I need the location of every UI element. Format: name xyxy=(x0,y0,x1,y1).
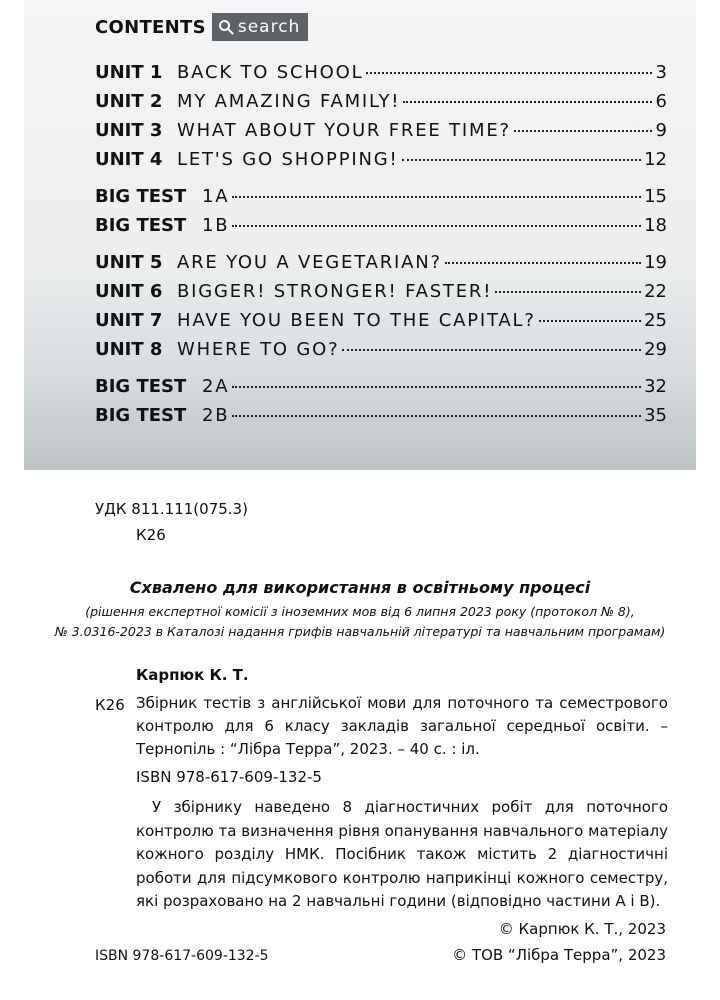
toc-entry[interactable] xyxy=(95,310,667,339)
library-code-repeat: К26 xyxy=(95,696,125,714)
toc-entry-label: BIG TEST xyxy=(95,405,187,426)
toc-leader-dots xyxy=(232,225,641,227)
toc-entry[interactable] xyxy=(95,91,667,120)
toc-entry[interactable] xyxy=(95,405,667,434)
toc-entry-page: 9 xyxy=(655,120,667,141)
toc-entry[interactable] xyxy=(95,186,667,215)
contents-title: CONTENTS xyxy=(95,16,206,38)
toc-leader-dots xyxy=(445,262,641,264)
toc-entry-title: 2B xyxy=(202,405,230,426)
toc-entry-title: LET'S GO SHOPPING! xyxy=(177,149,399,170)
search-icon xyxy=(218,19,234,35)
udk-code: УДК 811.111(075.3) xyxy=(95,500,248,518)
toc-entry[interactable] xyxy=(95,252,667,281)
toc-entry-label: UNIT 5 xyxy=(95,252,163,273)
toc-leader-dots xyxy=(342,349,641,351)
toc-entry-page: 6 xyxy=(655,91,667,112)
toc-entry-label: UNIT 7 xyxy=(95,310,163,331)
toc-entry-page: 29 xyxy=(644,339,667,360)
toc-entry-label: BIG TEST xyxy=(95,186,187,207)
toc-entry-page: 35 xyxy=(644,405,667,426)
toc-entry-page: 32 xyxy=(644,376,667,397)
library-code: К26 xyxy=(136,526,166,544)
toc-entry[interactable] xyxy=(95,149,667,178)
toc-entry-label: BIG TEST xyxy=(95,215,187,236)
toc-entry-page: 19 xyxy=(644,252,667,273)
toc-leader-dots xyxy=(403,101,652,103)
toc-entry-title: BIGGER! STRONGER! FASTER! xyxy=(177,281,493,302)
toc-entry-title: 1A xyxy=(202,186,230,207)
approval-decision-line2: № 3.0316-2023 в Каталозі надання грифів навчальній літературі та навчальним програмам) xyxy=(54,624,666,639)
toc-leader-dots xyxy=(232,415,641,417)
toc-entry-label: BIG TEST xyxy=(95,376,187,397)
toc-entry-label: UNIT 2 xyxy=(95,91,163,112)
toc-entry-page: 12 xyxy=(644,149,667,170)
isbn-bottom: ISBN 978-617-609-132-5 xyxy=(95,948,269,964)
toc-entry-label: UNIT 6 xyxy=(95,281,163,302)
toc-entry-title: 1B xyxy=(202,215,230,236)
toc-entry[interactable] xyxy=(95,62,667,91)
approval-decision-line1: (рішення експертної комісії з іноземних мов від 6 липня 2023 року (протокол № 8), xyxy=(85,604,635,619)
toc-leader-dots xyxy=(514,130,652,132)
contents-header xyxy=(95,12,308,42)
toc-leader-dots xyxy=(402,159,642,161)
toc-entry[interactable] xyxy=(95,120,667,149)
toc-entry[interactable] xyxy=(95,215,667,244)
search-label: search xyxy=(237,17,301,37)
toc-entry[interactable] xyxy=(95,281,667,310)
toc-entry-title: HAVE YOU BEEN TO THE CAPITAL? xyxy=(177,310,536,331)
toc-entry-title: ARE YOU A VEGETARIAN? xyxy=(177,252,442,273)
toc-leader-dots xyxy=(232,386,641,388)
toc-entry-title: MY AMAZING FAMILY! xyxy=(177,91,401,112)
copyright-author: © Карпюк К. Т., 2023 xyxy=(498,920,666,938)
toc-entry[interactable] xyxy=(95,339,667,368)
toc-entry-page: 22 xyxy=(644,281,667,302)
approval-heading: Схвалено для використання в освітньому процесі xyxy=(129,578,591,597)
toc-leader-dots xyxy=(366,72,652,74)
toc-entry-title: BACK TO SCHOOL xyxy=(177,62,364,83)
toc-entry-label: UNIT 8 xyxy=(95,339,163,360)
book-description: Збірник тестів з англійської мови для поточного та семестрового контролю для 6 класу закладів загальної середньої освіти. – Тернопіль : “Лібра Терра”, 2023. – 40 с. : іл. xyxy=(136,694,668,758)
toc-entry-title: WHAT ABOUT YOUR FREE TIME? xyxy=(177,120,511,141)
toc-entry-page: 15 xyxy=(644,186,667,207)
isbn: ISBN 978-617-609-132-5 xyxy=(136,768,322,786)
toc-leader-dots xyxy=(539,320,641,322)
toc-entry[interactable] xyxy=(95,376,667,405)
toc-leader-dots xyxy=(232,196,641,198)
annotation: У збірнику наведено 8 діагностичних робіт для поточного контролю та визначення рівня опанування навчального матеріалу кожного розділу НМК. Посібник також містить 2 діагностичні роботи для підсумкового контролю наприкінці кожного семестру, які розраховано на 2 навчальні години (відповідно частини А і В). xyxy=(136,798,668,910)
toc-entry-page: 25 xyxy=(644,310,667,331)
toc-entry-label: UNIT 1 xyxy=(95,62,163,83)
toc-entry-title: WHERE TO GO? xyxy=(177,339,340,360)
toc-entry-label: UNIT 3 xyxy=(95,120,163,141)
copyright-publisher: © ТОВ “Лібра Терра”, 2023 xyxy=(452,946,666,964)
table-of-contents xyxy=(95,62,667,434)
toc-entry-label: UNIT 4 xyxy=(95,149,163,170)
author-name: Карпюк К. Т. xyxy=(136,666,249,684)
toc-entry-page: 3 xyxy=(655,62,667,83)
toc-entry-title: 2A xyxy=(202,376,230,397)
toc-entry-page: 18 xyxy=(644,215,667,236)
toc-leader-dots xyxy=(495,291,641,293)
search-button[interactable] xyxy=(212,13,308,41)
